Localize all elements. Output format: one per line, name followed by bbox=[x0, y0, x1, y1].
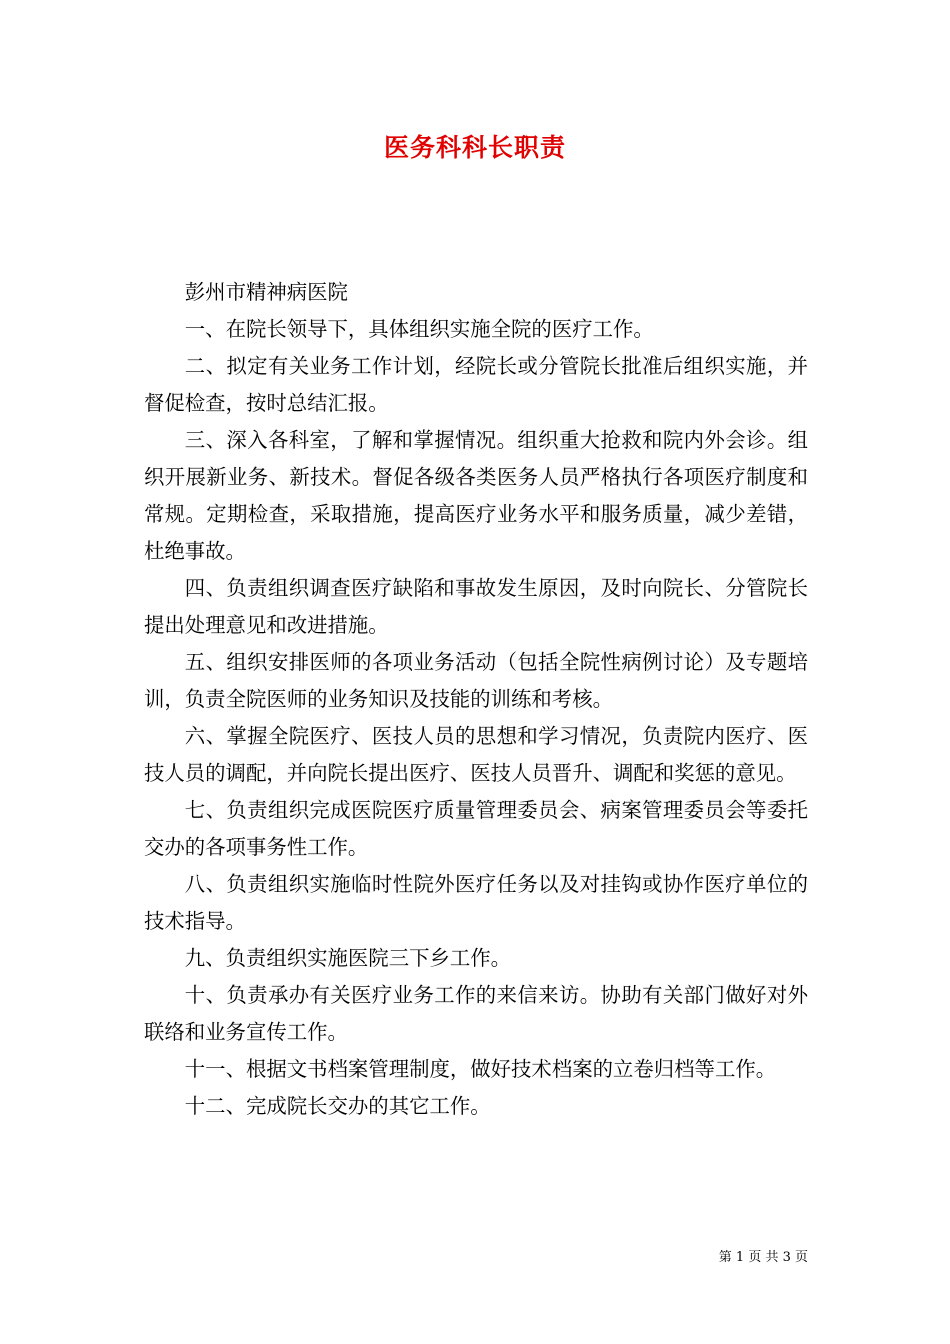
page-number: 第 1 页 共 3 页 bbox=[718, 1250, 808, 1265]
document-title: 医务科科长职责 bbox=[383, 133, 566, 162]
paragraph-item-7: 七、负责组织完成医院医疗质量管理委员会、病案管理委员会等委托交办的各项事务性工作。 bbox=[144, 798, 808, 859]
document-body bbox=[144, 274, 808, 1125]
paragraph-item-6: 六、掌握全院医疗、医技人员的思想和学习情况，负责院内医疗、医技人员的调配，并向院长提出医疗、医技人员晋升、调配和奖惩的意见。 bbox=[144, 724, 808, 785]
paragraph-item-8: 八、负责组织实施临时性院外医疗任务以及对挂钩或协作医疗单位的技术指导。 bbox=[144, 872, 808, 933]
paragraph-item-1: 一、在院长领导下，具体组织实施全院的医疗工作。 bbox=[184, 317, 654, 341]
paragraph-item-11: 十一、根据文书档案管理制度，做好技术档案的立卷归档等工作。 bbox=[184, 1057, 777, 1081]
paragraph-item-2: 二、拟定有关业务工作计划，经院长或分管院长批准后组织实施，并督促检查，按时总结汇报。 bbox=[144, 354, 808, 415]
paragraph-item-10: 十、负责承办有关医疗业务工作的来信来访。协助有关部门做好对外联络和业务宣传工作。 bbox=[144, 983, 808, 1044]
paragraph-item-5: 五、组织安排医师的各项业务活动（包括全院性病例讨论）及专题培训，负责全院医师的业务知识及技能的训练和考核。 bbox=[144, 650, 808, 711]
paragraph-item-4: 四、负责组织调查医疗缺陷和事故发生原因，及时向院长、分管院长提出处理意见和改进措施。 bbox=[144, 576, 808, 637]
paragraph-item-9: 九、负责组织实施医院三下乡工作。 bbox=[184, 946, 512, 970]
paragraph-item-3: 三、深入各科室，了解和掌握情况。组织重大抢救和院内外会诊。组织开展新业务、新技术。督促各级各类医务人员严格执行各项医疗制度和常规。定期检查，采取措施，提高医疗业务水平和服务质量，减少差错，杜绝事故。 bbox=[144, 428, 808, 563]
paragraph-hospital-name: 彭州市精神病医院 bbox=[184, 280, 348, 304]
paragraph-item-12: 十二、完成院长交办的其它工作。 bbox=[184, 1094, 491, 1118]
